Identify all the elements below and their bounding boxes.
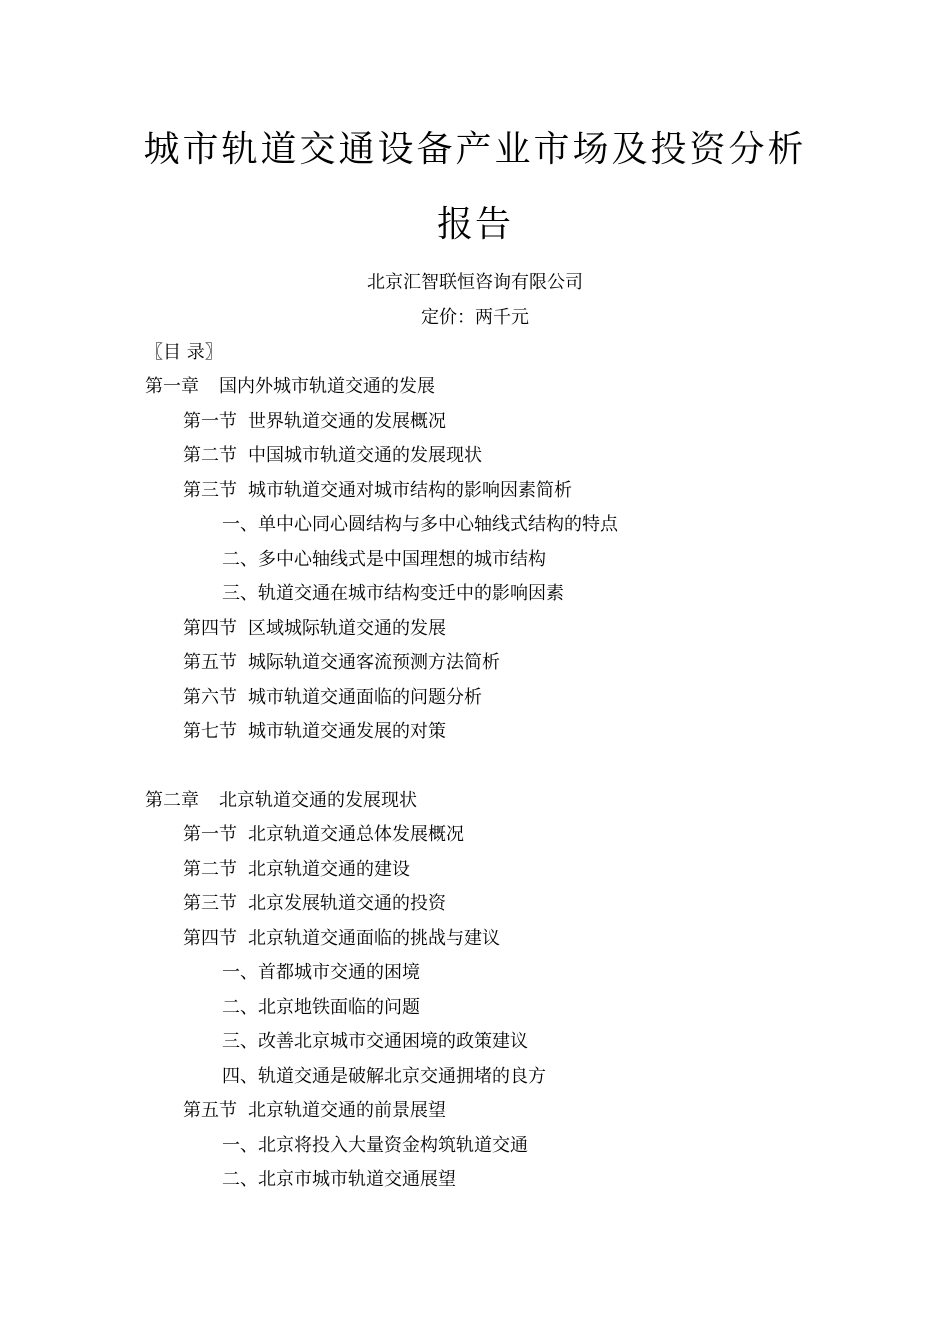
toc-section (183, 617, 446, 641)
toc-number: 第四节 (183, 928, 237, 949)
toc-subsection (222, 1065, 546, 1089)
toc-text: 区域城际轨道交通的发展 (248, 618, 446, 639)
toc-text: 城市轨道交通对城市结构的影响因素简析 (248, 480, 572, 501)
toc-subsection (222, 996, 420, 1020)
toc-text: 二、北京市城市轨道交通展望 (222, 1169, 456, 1190)
toc-subsection (222, 582, 564, 606)
toc-text: 二、多中心轴线式是中国理想的城市结构 (222, 549, 546, 570)
toc-number: 第三节 (183, 893, 237, 914)
toc-section (183, 444, 482, 468)
toc-chapter (145, 789, 417, 813)
toc-text: 三、轨道交通在城市结构变迁中的影响因素 (222, 583, 564, 604)
toc-text: 一、首都城市交通的困境 (222, 962, 420, 983)
report-title-line1: 城市轨道交通设备产业市场及投资分析 (143, 129, 807, 170)
company-name: 北京汇智联恒咨询有限公司 (367, 272, 583, 293)
toc-section (183, 651, 500, 675)
toc-section (183, 823, 464, 847)
toc-text: 世界轨道交通的发展概况 (248, 411, 446, 432)
toc-subsection (222, 1134, 528, 1158)
toc-subsection (222, 513, 618, 537)
toc-section (183, 410, 446, 434)
toc-text: 北京发展轨道交通的投资 (248, 893, 446, 914)
toc-text: 北京轨道交通总体发展概况 (248, 824, 464, 845)
toc-section (183, 1099, 446, 1123)
toc-number: 第五节 (183, 652, 237, 673)
toc-text: 城市轨道交通面临的问题分析 (248, 687, 482, 708)
toc-subsection (222, 1168, 456, 1192)
toc-section (183, 479, 572, 503)
toc-text: 二、北京地铁面临的问题 (222, 997, 420, 1018)
toc-text: 四、轨道交通是破解北京交通拥堵的良方 (222, 1066, 546, 1087)
toc-number: 第二节 (183, 859, 237, 880)
toc-text: 中国城市轨道交通的发展现状 (248, 445, 482, 466)
toc-number: 第七节 (183, 721, 237, 742)
toc-number: 第五节 (183, 1100, 237, 1121)
toc-number: 第二章 (145, 790, 199, 811)
toc-section (183, 927, 500, 951)
toc-subsection (222, 1030, 528, 1054)
toc-text: 城际轨道交通客流预测方法简析 (248, 652, 500, 673)
toc-number: 第四节 (183, 618, 237, 639)
toc-text: 北京轨道交通的建设 (248, 859, 410, 880)
report-title-line2: 报告 (436, 204, 513, 245)
toc-text: 城市轨道交通发展的对策 (248, 721, 446, 742)
toc-text: 北京轨道交通面临的挑战与建议 (248, 928, 500, 949)
toc-section (183, 858, 410, 882)
toc-chapter (145, 375, 435, 399)
toc-text: 北京轨道交通的前景展望 (248, 1100, 446, 1121)
toc-text: 一、单中心同心圆结构与多中心轴线式结构的特点 (222, 514, 618, 535)
toc-number: 第一节 (183, 411, 237, 432)
toc-section (183, 720, 446, 744)
toc-text: 国内外城市轨道交通的发展 (219, 376, 435, 397)
toc-heading: 〖目 录〗 (145, 342, 223, 363)
toc-section (183, 892, 446, 916)
toc-text: 北京轨道交通的发展现状 (219, 790, 417, 811)
toc-number: 第六节 (183, 687, 237, 708)
price-label: 定价：两千元 (421, 307, 529, 328)
toc-subsection (222, 961, 420, 985)
toc-number: 第三节 (183, 480, 237, 501)
toc-number: 第一节 (183, 824, 237, 845)
toc-number: 第二节 (183, 445, 237, 466)
toc-number: 第一章 (145, 376, 199, 397)
toc-subsection (222, 548, 546, 572)
toc-text: 三、改善北京城市交通困境的政策建议 (222, 1031, 528, 1052)
toc-text: 一、北京将投入大量资金构筑轨道交通 (222, 1135, 528, 1156)
toc-section (183, 686, 482, 710)
